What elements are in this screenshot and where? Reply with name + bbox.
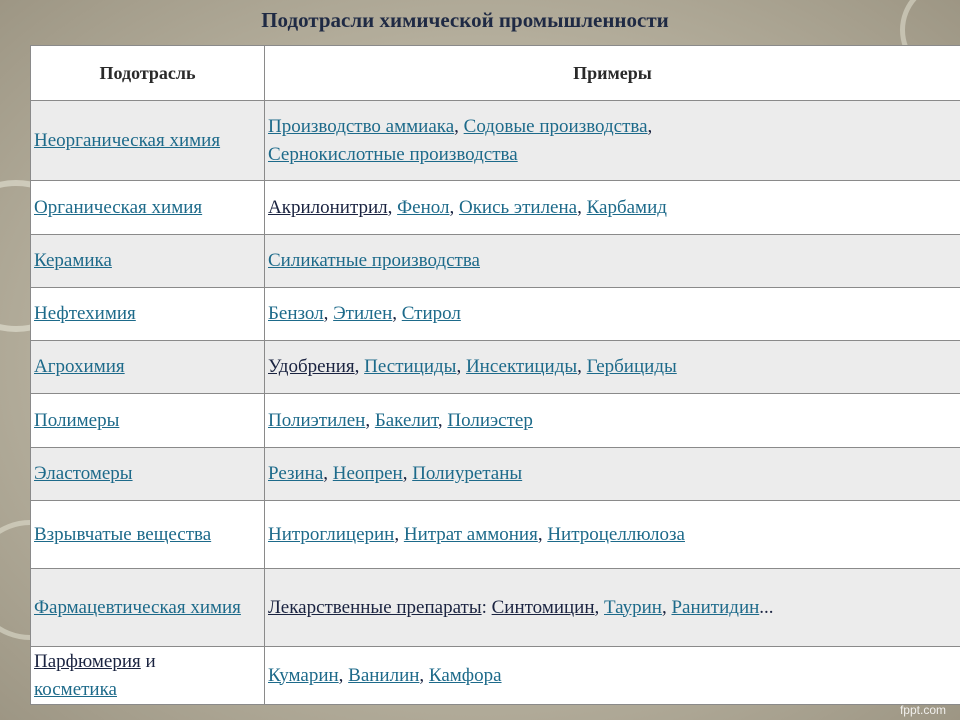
separator-text: ... [759, 596, 774, 618]
separator-text: , [437, 409, 448, 431]
link-text[interactable]: косметика [34, 678, 117, 700]
examples-cell [265, 501, 960, 569]
slide-title: Подотрасли химической промышленности [261, 8, 669, 32]
separator-text: , [323, 303, 334, 324]
subsector-cell [31, 101, 265, 181]
link-text[interactable]: Ванилин [348, 664, 420, 686]
table-header-row [31, 46, 960, 101]
link-text[interactable]: Синтомицин [491, 596, 595, 618]
link-text[interactable]: Удобрения [268, 356, 355, 377]
link-text[interactable]: Полиуретаны [412, 463, 523, 484]
link-text[interactable]: Таурин [604, 596, 662, 618]
link-text[interactable]: Содовые производства [463, 115, 648, 137]
link-text[interactable]: Агрохимия [34, 356, 125, 377]
link-text[interactable]: Бакелит [374, 409, 438, 431]
subsector-cell [31, 647, 265, 705]
link-text[interactable]: Полиэстер [447, 409, 533, 431]
separator-text: , [594, 596, 605, 618]
separator-text: , [449, 196, 459, 218]
link-text[interactable]: Стирол [401, 303, 461, 324]
separator-text: : [481, 596, 492, 618]
separator-text: , [577, 356, 587, 377]
separator-text: , [537, 523, 548, 545]
separator-text: , [419, 664, 429, 686]
subsector-cell [31, 181, 265, 235]
subsector-cell [31, 569, 265, 647]
table-row [31, 101, 960, 181]
separator-text: , [323, 463, 333, 484]
examples-cell [265, 448, 960, 501]
separator-text: , [647, 115, 653, 137]
examples-cell [265, 288, 960, 341]
link-text[interactable]: Фармацевтическая химия [34, 596, 241, 618]
separator-text: , [392, 303, 402, 324]
link-text[interactable]: Этилен [333, 303, 393, 324]
link-text[interactable]: Неорганическая химия [34, 129, 221, 151]
table-row [31, 647, 960, 705]
link-text[interactable]: Резина [268, 463, 324, 484]
link-text[interactable]: Нитроглицерин [268, 523, 395, 545]
separator-text: , [577, 196, 587, 218]
link-text[interactable]: Акрилонитрил [268, 196, 388, 218]
subsector-cell [31, 235, 265, 288]
link-text[interactable]: Керамика [34, 250, 112, 271]
table-row [31, 501, 960, 569]
link-text[interactable]: Кумарин [268, 664, 339, 686]
table-container [30, 45, 960, 705]
subsector-cell [31, 341, 265, 394]
link-text[interactable]: Бензол [268, 303, 324, 324]
chemistry-subsectors-table [30, 45, 960, 705]
separator-text: , [394, 523, 404, 545]
link-text[interactable]: Сернокислотные производства [268, 143, 518, 165]
link-text[interactable]: Фенол [397, 196, 450, 218]
link-text[interactable]: Карбамид [586, 196, 667, 218]
separator-text: , [661, 596, 672, 618]
table-row [31, 394, 960, 448]
separator-text: , [354, 356, 365, 377]
subsector-cell [31, 448, 265, 501]
table-row [31, 341, 960, 394]
examples-cell [265, 647, 960, 705]
link-text[interactable]: Полиэтилен [268, 409, 366, 431]
footer-watermark: fppt.com [899, 703, 946, 717]
table-row [31, 235, 960, 288]
link-text[interactable]: Пестициды [364, 356, 457, 377]
link-text[interactable]: Камфора [428, 664, 502, 686]
link-text[interactable]: Силикатные производства [268, 250, 480, 271]
subsector-cell [31, 288, 265, 341]
link-text[interactable]: Нитрат аммония [403, 523, 538, 545]
separator-text: , [338, 664, 349, 686]
separator-text: , [456, 356, 466, 377]
subsector-cell [31, 394, 265, 448]
column-header-subsector: Подотрасль [31, 46, 265, 101]
link-text[interactable]: Нитроцеллюлоза [547, 523, 685, 545]
table-row [31, 569, 960, 647]
subsector-cell [31, 501, 265, 569]
examples-cell [265, 181, 960, 235]
separator-text: , [387, 196, 398, 218]
table-row [31, 448, 960, 501]
separator-text: , [454, 115, 464, 137]
link-text[interactable]: Полимеры [34, 409, 120, 431]
link-text[interactable]: Ранитидин [671, 596, 760, 618]
table-body [31, 101, 960, 705]
table-row [31, 288, 960, 341]
link-text[interactable]: Неопрен [332, 463, 403, 484]
separator-text: и [140, 650, 156, 672]
examples-cell [265, 394, 960, 448]
column-header-examples: Примеры [265, 46, 960, 101]
link-text[interactable]: Окись этилена [458, 196, 578, 218]
link-text[interactable]: Гербициды [586, 356, 677, 377]
examples-cell [265, 235, 960, 288]
link-text[interactable]: Лекарственные препараты [268, 596, 482, 618]
examples-cell [265, 569, 960, 647]
link-text[interactable]: Парфюмерия [34, 650, 141, 672]
examples-cell [265, 341, 960, 394]
separator-text: , [402, 463, 413, 484]
link-text[interactable]: Эластомеры [34, 463, 133, 484]
table-row [31, 181, 960, 235]
link-text[interactable]: Производство аммиака [268, 115, 455, 137]
separator-text: , [365, 409, 375, 431]
link-text[interactable]: Нефтехимия [34, 303, 136, 324]
link-text[interactable]: Взрывчатые вещества [34, 523, 212, 545]
examples-cell [265, 101, 960, 181]
link-text[interactable]: Органическая химия [34, 196, 203, 218]
link-text[interactable]: Инсектициды [465, 356, 578, 377]
